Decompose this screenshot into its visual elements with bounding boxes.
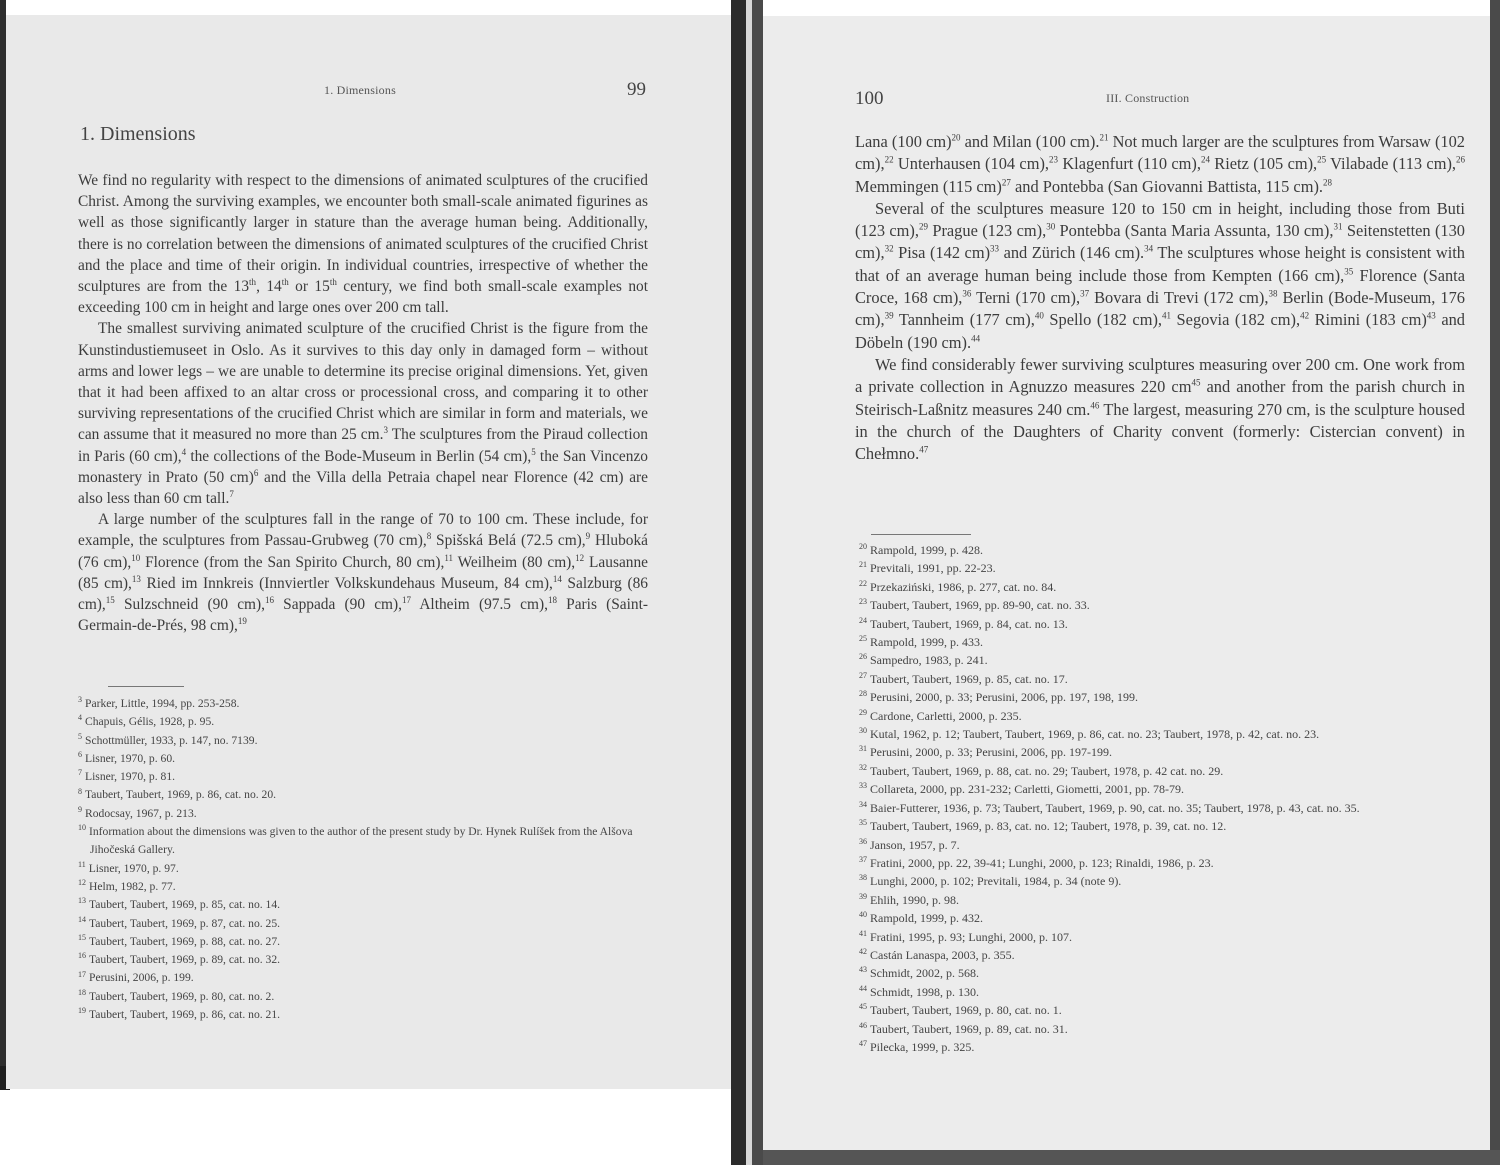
footnote-number: 47	[859, 1038, 867, 1048]
footnote-number: 9	[78, 804, 82, 814]
footnote	[859, 836, 1469, 854]
footnote	[78, 860, 650, 878]
footnote-text: Przekaziński, 1986, p. 277, cat. no. 84.	[870, 579, 1057, 594]
footnote-number: 24	[859, 615, 867, 625]
paragraph: We find considerably fewer surviving sculptures measuring over 200 cm. One work from a private collection in Agnuzzo measures 220 $cm^{45}$ and another from the parish church in Steirisch-Laßnitz measures 240 cm.$^{46}$ The largest, measuring 270 cm, is the sculpture housed in the church of the Daughters of Charity convent (formerly: Cistercian convent) in Chełmno.$^{47}$	[855, 354, 1465, 464]
footnote	[78, 896, 650, 914]
footnote-text: Taubert, Taubert, 1969, p. 87, cat. no. 25.	[89, 916, 281, 930]
footnote-number: 5	[78, 731, 82, 741]
footnote-text: Fratini, 2000, pp. 22, 39-41; Lunghi, 2000, p. 123; Rinaldi, 1986, p. 23.	[870, 855, 1214, 870]
footnote-number: 10	[78, 823, 86, 833]
footnote	[859, 928, 1469, 946]
footnote-text: Cardone, Carletti, 2000, p. 235.	[870, 708, 1022, 723]
footnote-number: 6	[78, 750, 82, 760]
footnote-number: 25	[859, 634, 867, 644]
footnote	[859, 909, 1469, 927]
footnote-rule	[108, 686, 184, 687]
footnote-text: Rampold, 1999, p. 433.	[870, 635, 983, 650]
footnote-number: 7	[78, 768, 82, 778]
footnote	[78, 750, 650, 768]
footnote	[859, 578, 1469, 596]
footnote-number: 45	[859, 1002, 867, 1012]
footnote-text: Taubert, Taubert, 1969, p. 84, cat. no. 13.	[870, 616, 1068, 631]
footnote	[859, 799, 1469, 817]
footnote	[78, 969, 650, 987]
scan-right-edge	[1490, 0, 1500, 1165]
footnote	[859, 633, 1469, 651]
footnote-number: 30	[859, 726, 867, 736]
footnote-number: 35	[859, 818, 867, 828]
footnote-text: Lisner, 1970, p. 60.	[85, 751, 176, 765]
footnote	[78, 695, 650, 713]
footnote-text: Taubert, Taubert, 1969, p. 89, cat. no. 31.	[870, 1021, 1068, 1036]
footnote-number: 12	[78, 878, 86, 888]
footnote	[859, 891, 1469, 909]
footnote-text: Taubert, Taubert, 1969, p. 80, cat. no. 1.	[870, 1003, 1062, 1018]
footnote-text: Taubert, Taubert, 1969, p. 89, cat. no. 32.	[89, 953, 281, 967]
footnote-text: Janson, 1957, p. 7.	[870, 837, 960, 852]
chapter-heading: 1. Dimensions	[80, 123, 196, 145]
left-body-text	[78, 170, 648, 636]
footnote	[859, 762, 1469, 780]
right-body-text	[855, 131, 1465, 465]
footnote-text: Lunghi, 2000, p. 102; Previtali, 1984, p. 34 (note 9).	[870, 874, 1122, 889]
footnote-text: Lisner, 1970, p. 81.	[85, 770, 176, 784]
footnote-text: Chapuis, Gélis, 1928, p. 95.	[85, 715, 215, 729]
footnote	[859, 964, 1469, 982]
footnote-number: 38	[859, 873, 867, 883]
footnote	[859, 559, 1469, 577]
footnote-text: Perusini, 2000, p. 33; Perusini, 2006, pp. 197, 198, 199.	[870, 690, 1139, 705]
footnote-number: 20	[859, 542, 867, 551]
footnote	[859, 670, 1469, 688]
footnote-text: Taubert, Taubert, 1969, p. 80, cat. no. 2.	[89, 989, 275, 1003]
footnote	[859, 743, 1469, 761]
footnote-text: Collareta, 2000, pp. 231-232; Carletti, Giometti, 2001, pp. 78-79.	[870, 782, 1184, 797]
footnote	[78, 878, 650, 896]
footnote-text: Sampedro, 1983, p. 241.	[870, 653, 988, 668]
right-page	[763, 16, 1490, 1150]
footnote-text: Kutal, 1962, p. 12; Taubert, Taubert, 1969, p. 86, cat. no. 23; Taubert, 1978, p. 42, cat. no. 23.	[870, 727, 1320, 742]
footnote	[78, 988, 650, 1006]
footnote-number: 43	[859, 965, 867, 975]
footnote-number: 11	[78, 859, 86, 869]
footnote	[859, 1001, 1469, 1019]
footnote-number: 42	[859, 946, 867, 956]
footnote	[78, 713, 650, 731]
footnote-text: Taubert, Taubert, 1969, p. 83, cat. no. 12; Taubert, 1978, p. 39, cat. no. 12.	[870, 819, 1227, 834]
footnote-text: Taubert, Taubert, 1969, p. 86, cat. no. 21.	[89, 1008, 281, 1022]
footnote	[859, 872, 1469, 890]
footnote	[78, 732, 650, 750]
footnote-number: 22	[859, 578, 867, 588]
footnote	[859, 1020, 1469, 1038]
footnote	[78, 768, 650, 786]
footnote-text: Taubert, Taubert, 1969, p. 85, cat. no. 14.	[89, 898, 281, 912]
footnote-number: 37	[859, 854, 867, 864]
scan-bottom-margin	[0, 1089, 731, 1165]
footnote-number: 15	[78, 933, 86, 942]
footnote-text: Taubert, Taubert, 1969, p. 88, cat. no. 27.	[89, 934, 281, 948]
right-running-head: III. Construction	[1106, 91, 1190, 105]
footnote-text: Schottmüller, 1933, p. 147, no. 7139.	[85, 733, 258, 747]
footnote-number: 39	[859, 891, 867, 901]
footnote-number: 28	[859, 689, 867, 699]
footnote-number: 26	[859, 652, 867, 662]
paragraph: A large number of the sculptures fall in the range of 70 to 100 cm. These include, for example, the sculptures from Passau-Grubweg (70 cm),$^8$ Spišská Belá (72.5 cm),$^9$ Hluboká (76 cm),$^{10}$ Florence (from the San Spirito Church, 80 cm),$^{11}$ Weilheim (80 cm),$^{12}$ Lausanne (85 cm),$^{13}$ Ried im Innkreis (Innviertler Volkskundehaus Museum, 84 cm),$^{14}$ Salzburg (86 cm),$^{15}$ Sulzschneid (90 cm),$^{16}$ Sappada (90 cm),$^{17}$ Altheim (97.5 cm),$^{18}$ Paris (Saint-Germain-de-Prés, 98 cm),$^{19}$	[78, 511, 649, 635]
footnote-text: Fratini, 1995, p. 93; Lunghi, 2000, p. 107.	[870, 929, 1072, 944]
footnote	[78, 786, 650, 804]
footnote-number: 16	[78, 951, 86, 961]
footnote-number: 8	[78, 786, 82, 796]
footnote-number: 31	[859, 744, 867, 754]
right-page-number: 100	[855, 88, 884, 109]
footnote-text: Taubert, Taubert, 1969, p. 88, cat. no. 29; Taubert, 1978, p. 42 cat. no. 29.	[870, 763, 1224, 778]
footnote	[859, 596, 1469, 614]
footnote-number: 17	[78, 969, 86, 979]
footnote	[78, 951, 650, 969]
footnote-number: 18	[78, 987, 86, 997]
footnote-text: Taubert, Taubert, 1969, p. 86, cat. no. 20.	[85, 788, 277, 802]
footnote	[859, 651, 1469, 669]
footnote-number: 19	[78, 1006, 86, 1016]
footnote-text: Information about the dimensions was given to the author of the present study by Dr. Hynek Rulíšek from the Alšova Jihočeská Gallery.	[89, 825, 633, 857]
footnote-text: Perusini, 2006, p. 199.	[89, 971, 194, 985]
footnote-text: Parker, Little, 1994, pp. 253-258.	[85, 697, 240, 710]
footnote	[78, 823, 650, 860]
gutter-shadow	[752, 0, 763, 1165]
footnote-text: Baier-Futterer, 1936, p. 73; Taubert, Taubert, 1969, p. 90, cat. no. 35; Taubert, 1978, p. 43, cat. no. 35.	[870, 800, 1360, 815]
footnote	[859, 615, 1469, 633]
footnote-number: 46	[859, 1020, 867, 1030]
gutter-shadow	[731, 0, 746, 1165]
footnote-number: 3	[78, 695, 82, 705]
left-page-number: 99	[627, 79, 646, 100]
footnote-text: Rampold, 1999, p. 428.	[870, 543, 983, 557]
footnote	[859, 707, 1469, 725]
footnote-number: 27	[859, 670, 867, 680]
footnote-number: 4	[78, 713, 82, 723]
paragraph: We find no regularity with respect to the dimensions of animated sculptures of the crucified Christ. Among the surviving examples, we encounter both small-scale animated figurines as well as those significantly larger in stature than the average human being. Additionally, there is no correlation between the dimensions of animated sculptures of the crucified Christ and the place and time of their origin. In individual countries, irrespective of whether the sculptures are from the 13th, 14th or 15th century, we find both small-scale examples not exceeding 100 cm in height and large ones over 200 cm tall.	[78, 172, 648, 317]
paragraph: Several of the sculptures measure 120 to 150 cm in height, including those from Buti (123 cm),$^{29}$ Prague (123 cm),$^{30}$ Pontebba (Santa Maria Assunta, 130 cm),$^{31}$ Seitenstetten (130 cm),$^{32}$ Pisa (142 cm)$^{33}$ and Zürich (146 cm).$^{34}$ The sculptures whose height is consistent with that of an average human being include those from Kempten (166 cm),$^{35}$ Florence (Santa Croce, 168 cm),$^{36}$ Terni (170 cm),$^{37}$ Bovara di Trevi (172 cm),$^{38}$ Berlin (Bode-Museum, 176 cm),$^{39}$ Tannheim (177 cm),$^{40}$ Spello (182 cm),$^{41}$ Segovia (182 cm),$^{42}$ Rimini (183 cm)$^{43}$ and Döbeln (190 cm).$^{44}$	[855, 198, 1466, 352]
footnote-number: 21	[859, 560, 867, 570]
footnote	[78, 1006, 650, 1024]
paragraph: The smallest surviving animated sculpture of the crucified Christ is the figure from the Kunstindustiemuseet in Oslo. As it survives to this day only in damaged form – without arms and lower legs – we are unable to determine its precise original dimensions. Yet, given that it had been affixed to an altar cross or processional cross, and comparing it to other surviving representations of the crucified Christ which are similar in form and materials, we can assume that it measured no more than 25 cm.$^3$ The sculptures from the Piraud collection in Paris (60 cm),$^4$ the collections of the Bode-Museum in Berlin (54 cm),$^5$ the San Vincenzo monastery in Prato (50 cm)$^6$ and the Villa della Petraia chapel near Florence (42 cm) are also less than 60 cm tall.$^7$	[78, 320, 649, 508]
right-footnotes	[859, 541, 1469, 1056]
footnote-number: 40	[859, 910, 867, 920]
footnote-number: 34	[859, 799, 867, 809]
footnote	[859, 725, 1469, 743]
footnote-number: 32	[859, 762, 867, 772]
footnote	[859, 688, 1469, 706]
footnote-text: Taubert, Taubert, 1969, pp. 89-90, cat. no. 33.	[870, 598, 1090, 613]
footnote-number: 29	[859, 707, 867, 717]
footnote-text: Taubert, Taubert, 1969, p. 85, cat. no. 17.	[870, 671, 1068, 686]
paragraph: Lana (100 cm)$^{20}$ and Milan (100 cm).$^{21}$ Not much larger are the sculptures from Warsaw (102 cm),$^{22}$ Unterhausen (104 cm),$^{23}$ Klagenfurt (110 cm),$^{24}$ Rietz (105 cm),$^{25}$ Vilabade (113 cm),$^{26}$ Memmingen (115 cm)$^{27}$ and Pontebba (San Giovanni Battista, 115 cm).$^{28}$	[855, 132, 1465, 196]
footnote-text: Rodocsay, 1967, p. 213.	[85, 806, 197, 820]
footnote-text: Previtali, 1991, pp. 22-23.	[870, 561, 996, 576]
footnote-text: Lisner, 1970, p. 97.	[88, 861, 179, 875]
footnote-number: 41	[859, 928, 867, 938]
footnote	[859, 817, 1469, 835]
footnote-text: Rampold, 1999, p. 432.	[870, 911, 983, 926]
footnote	[78, 933, 650, 951]
footnote-text: Schmidt, 2002, p. 568.	[870, 966, 980, 981]
footnote	[859, 1038, 1469, 1056]
footnote	[859, 854, 1469, 872]
footnote	[78, 915, 650, 933]
footnote-text: Helm, 1982, p. 77.	[89, 879, 176, 893]
footnote-text: Castán Lanaspa, 2003, p. 355.	[870, 947, 1015, 962]
footnote-number: 44	[859, 983, 867, 993]
footnote-text: Schmidt, 1998, p. 130.	[870, 984, 980, 999]
footnote-text: Perusini, 2000, p. 33; Perusini, 2006, pp. 197-199.	[870, 745, 1112, 760]
footnote-number: 36	[859, 836, 867, 846]
footnote-number: 13	[78, 896, 86, 906]
footnote-number: 14	[78, 914, 86, 924]
footnote-text: Ehlih, 1990, p. 98.	[870, 892, 959, 907]
footnote-number: 23	[859, 597, 867, 607]
footnote-number: 33	[859, 781, 867, 791]
left-footnotes	[78, 695, 650, 1024]
footnote	[859, 541, 1469, 559]
left-running-head: 1. Dimensions	[324, 83, 396, 97]
footnote-text: Pilecka, 1999, p. 325.	[870, 1039, 975, 1054]
left-page	[6, 15, 731, 1089]
footnote-rule	[871, 534, 971, 535]
footnote	[859, 946, 1469, 964]
footnote	[859, 983, 1469, 1001]
footnote	[78, 805, 650, 823]
scan-bottom-edge	[763, 1150, 1500, 1165]
footnote	[859, 780, 1469, 798]
